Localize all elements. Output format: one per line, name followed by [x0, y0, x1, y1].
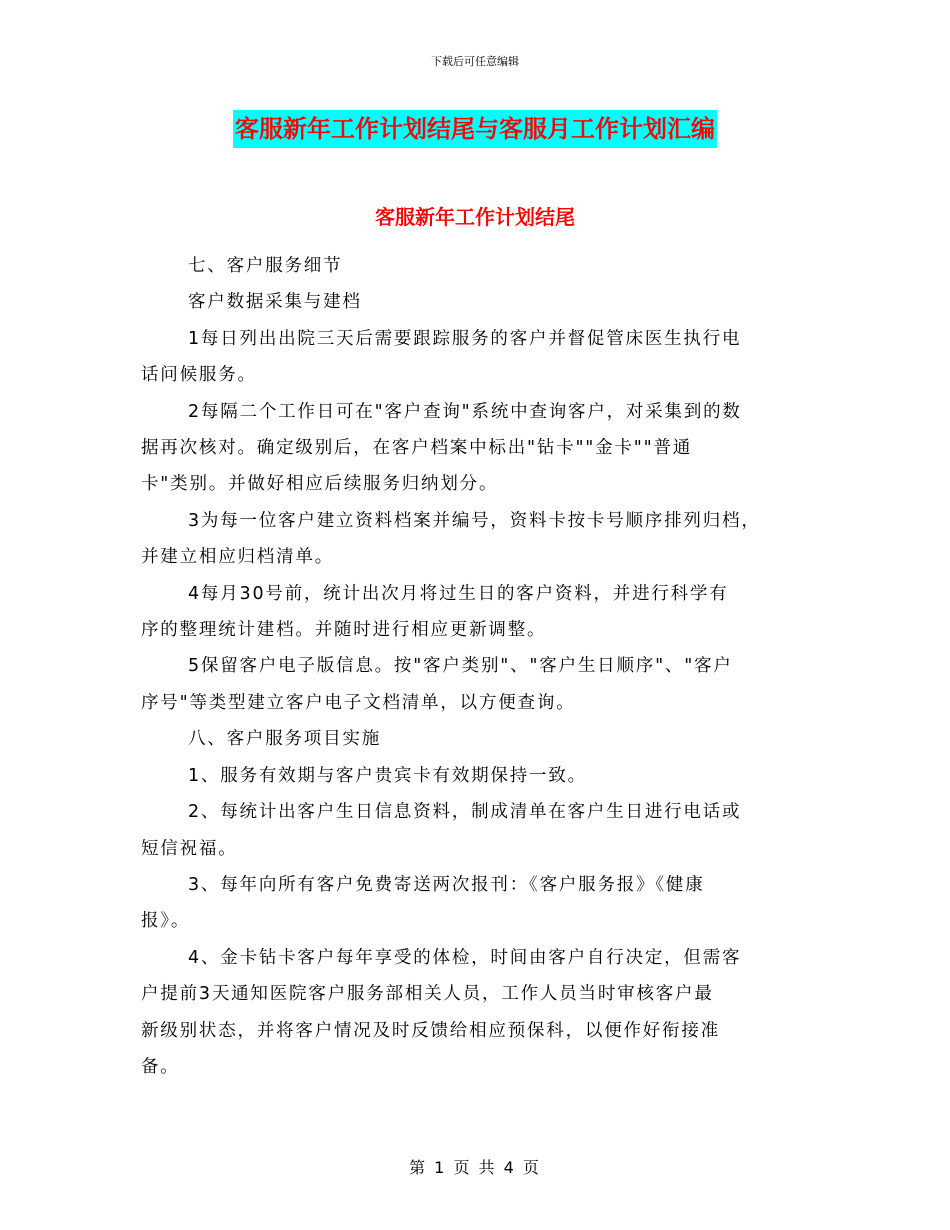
body-line: 短信祝福。 — [141, 838, 238, 859]
body-line: 八、客户服务项目实施 — [188, 729, 381, 750]
document-title: 客服新年工作计划结尾与客服月工作计划汇编 — [233, 110, 717, 148]
document-title-wrapper — [0, 110, 950, 148]
section-title: 客服新年工作计划结尾 — [375, 205, 575, 229]
body-line: 序的整理统计建档。并随时进行相应更新调整。 — [141, 620, 547, 641]
body-text — [141, 248, 826, 1085]
body-line: 报》。 — [141, 911, 191, 932]
body-line: 3为每一位客户建立资料档案并编号，资料卡按卡号顺序排列归档， — [188, 510, 761, 531]
body-line: 1、服务有效期与客户贵宾卡有效期保持一致。 — [188, 765, 587, 786]
body-line: 1每日列出出院三天后需要跟踪服务的客户并督促管床医生执行电 — [188, 328, 742, 349]
body-line: 5保留客户电子版信息。按"客户类别"、"客户生日顺序"、"客户 — [188, 656, 733, 677]
body-line: 客户数据采集与建档 — [188, 292, 362, 313]
body-line: 新级别状态，并将客户情况及时反馈给相应预保科，以便作好衔接准 — [141, 1020, 720, 1041]
body-line: 据再次核对。确定级别后，在客户档案中标出"钻卡""金卡""普通 — [141, 438, 693, 459]
body-line: 并建立相应归档清单。 — [141, 547, 334, 568]
body-line: 4、金卡钻卡客户每年享受的体检，时间由客户自行决定，但需客 — [188, 947, 742, 968]
body-line: 序号"等类型建立客户电子文档清单，以方便查询。 — [141, 692, 576, 713]
page-footer: 第 1 页 共 4 页 — [409, 1158, 541, 1177]
header-note: 下载后可任意编辑 — [431, 55, 519, 68]
body-line: 七、客户服务细节 — [188, 256, 343, 276]
body-line: 户提前3天通知医院客户服务部相关人员，工作人员当时审核客户最 — [141, 984, 714, 1005]
body-line: 2每隔二个工作日可在"客户查询"系统中查询客户，对采集到的数 — [188, 401, 742, 422]
body-line: 备。 — [141, 1056, 180, 1077]
body-line: 2、每统计出客户生日信息资料，制成清单在客户生日进行电话或 — [188, 802, 742, 823]
body-line: 4每月30号前，统计出次月将过生日的客户资料，并进行科学有 — [188, 583, 729, 604]
body-line: 卡"类别。并做好相应后续服务归纳划分。 — [141, 474, 499, 495]
body-line: 3、每年向所有客户免费寄送两次报刊：《客户服务报》《健康 — [188, 874, 705, 895]
body-line: 话问候服务。 — [141, 365, 257, 386]
